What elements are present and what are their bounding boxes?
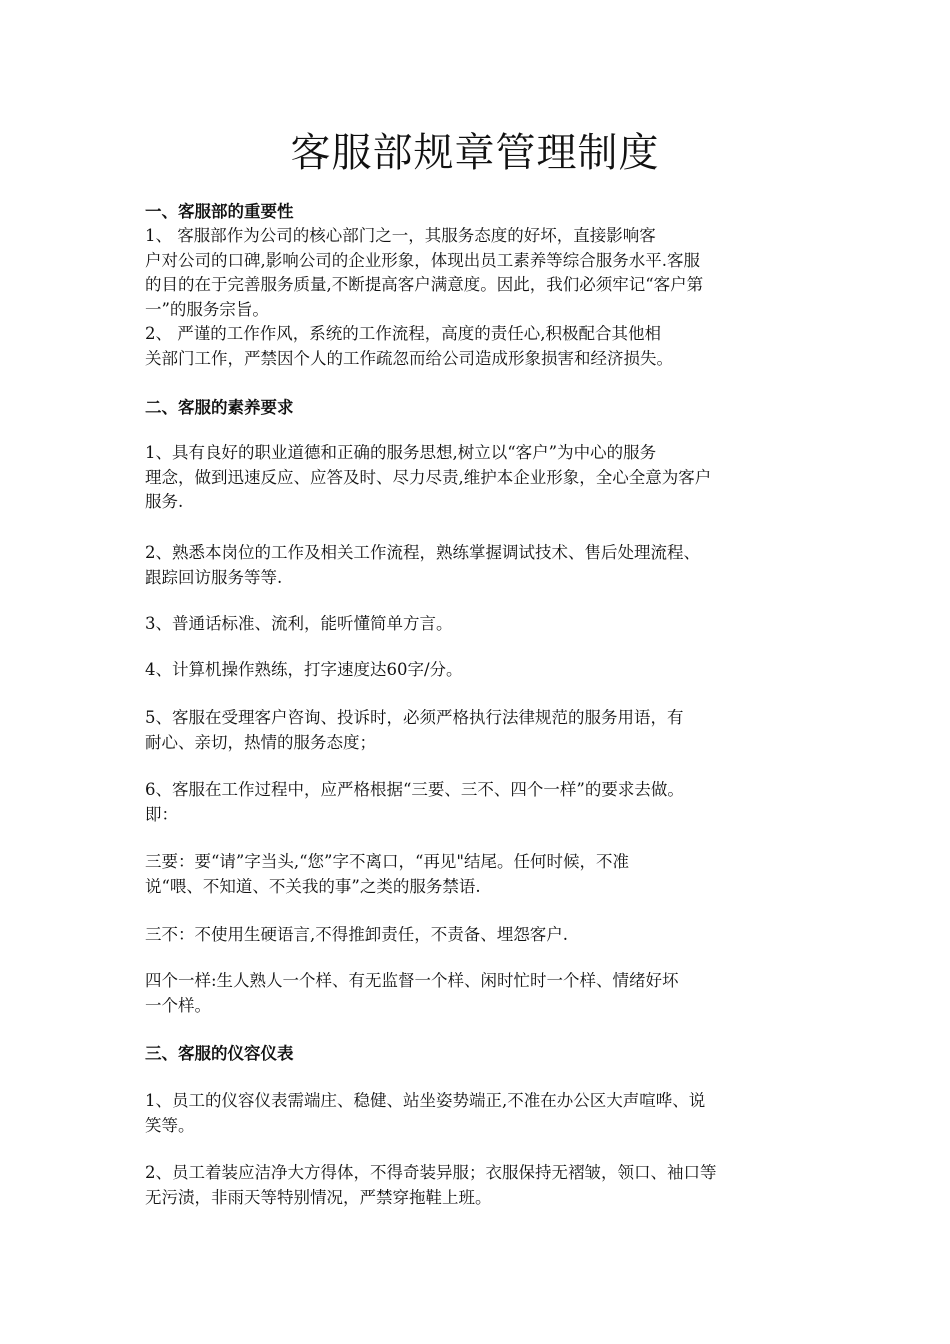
paragraph: 2、熟悉本岗位的工作及相关工作流程，熟练掌握调试技术、售后处理流程、 跟踪回访服务等等. (145, 543, 700, 587)
paragraph: 3、普通话标准、流利，能听懂简单方言。 (145, 614, 453, 633)
paragraph: 四个一样:生人熟人一个样、有无监督一个样、闲时忙时一个样、情绪好坏 一个样。 (145, 971, 679, 1015)
paragraph: 6、客服在工作过程中，应严格根据“三要、三不、四个一样”的要求去做。 即： (145, 780, 684, 824)
paragraph: 1、具有良好的职业道德和正确的服务思想,树立以“客户”为中心的服务 理念，做到迅速反应、应答及时、尽力尽责,维护本企业形象，全心全意为客户 服务. (145, 443, 712, 511)
paragraph: 2、员工着装应洁净大方得体，不得奇装异服；衣服保持无褶皱，领口、袖口等 无污渍，非雨天等特别情况，严禁穿拖鞋上班。 (145, 1163, 717, 1207)
paragraph: 2、 严谨的工作作风，系统的工作流程，高度的责任心,积极配合其他相 关部门工作，严禁因个人的工作疏忽而给公司造成形象损害和经济损失。 (145, 324, 673, 368)
paragraph: 三不：不使用生硬语言,不得推卸责任，不责备、埋怨客户. (145, 925, 568, 944)
paragraph: 5、客服在受理客户咨询、投诉时，必须严格执行法律规范的服务用语，有 耐心、亲切，热情的服务态度； (145, 708, 684, 752)
section-heading-importance: 一、客服部的重要性 (145, 202, 294, 221)
paragraph: 三要：要“请”字当头,“您”字不离口，“再见"结尾。任何时候，不准 说“喂、不知道、不关我的事”之类的服务禁语. (145, 852, 630, 896)
paragraph: 1、 客服部作为公司的核心部门之一，其服务态度的好坏，直接影响客 户对公司的口碑,影响公司的企业形象，体现出员工素养等综合服务水平.客服 的目的在于完善服务质量,不断提高客户满意度。因此，我们必须牢记“客户第 一”的服务宗旨。 (145, 226, 704, 319)
paragraph: 4、计算机操作熟练，打字速度达60字/分。 (145, 660, 463, 679)
section-heading-qualities: 二、客服的素养要求 (145, 398, 294, 417)
paragraph: 1、员工的仪容仪表需端庄、稳健、站坐姿势端正,不准在办公区大声喧哗、说 笑等。 (145, 1091, 706, 1135)
section-heading-appearance: 三、客服的仪容仪表 (145, 1044, 294, 1063)
document-title: 客服部规章管理制度 (290, 130, 660, 176)
